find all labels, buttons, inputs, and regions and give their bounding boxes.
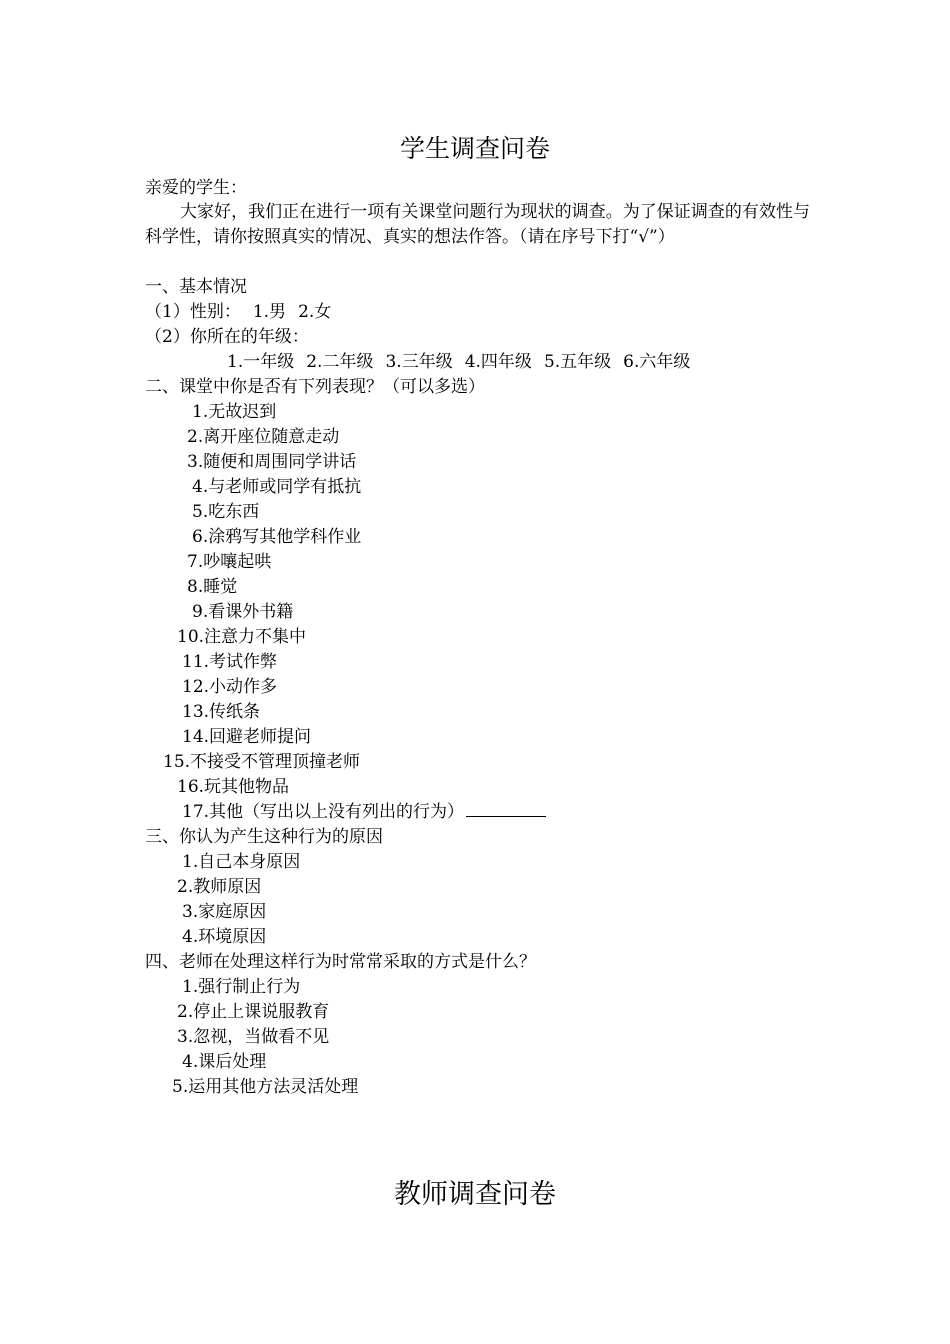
gender-label: （1）性别： bbox=[145, 302, 241, 322]
handling-option[interactable]: 3.忽视，当做看不见 bbox=[177, 1027, 330, 1047]
behavior-option[interactable]: 7.吵嚷起哄 bbox=[187, 552, 272, 572]
behavior-option[interactable]: 4.与老师或同学有抵抗 bbox=[192, 477, 362, 497]
behavior-option[interactable]: 3.随便和周围同学讲话 bbox=[187, 452, 357, 472]
teacher-survey-title: 教师调查问卷 bbox=[394, 1179, 556, 1210]
gender-row bbox=[145, 300, 331, 325]
behavior-option[interactable]: 2.离开座位随意走动 bbox=[187, 427, 340, 447]
section2-heading: 二、课堂中你是否有下列表现？（可以多选） bbox=[145, 377, 485, 397]
cause-option[interactable]: 2.教师原因 bbox=[177, 877, 262, 897]
behavior-option[interactable]: 14.回避老师提问 bbox=[182, 727, 312, 747]
section4-heading: 四、老师在处理这样行为时常常采取的方式是什么？ bbox=[145, 952, 536, 972]
cause-option[interactable]: 4.环境原因 bbox=[182, 927, 267, 947]
student-survey-title: 学生调查问卷 bbox=[399, 134, 550, 163]
gender-option[interactable]: 2.女 bbox=[298, 302, 332, 322]
grade-label: （2）你所在的年级： bbox=[145, 327, 309, 347]
other-behavior-blank[interactable] bbox=[466, 800, 546, 817]
behavior-option[interactable]: 11.考试作弊 bbox=[182, 652, 278, 672]
behavior-option[interactable]: 10.注意力不集中 bbox=[177, 627, 307, 647]
behavior-option[interactable]: 8.睡觉 bbox=[187, 577, 238, 597]
cause-option[interactable]: 3.家庭原因 bbox=[182, 902, 267, 922]
handling-option[interactable]: 4.课后处理 bbox=[182, 1052, 267, 1072]
greeting: 亲爱的学生： bbox=[145, 178, 247, 198]
grade-option[interactable]: 2.二年级 bbox=[306, 352, 374, 372]
behavior-option[interactable]: 12.小动作多 bbox=[182, 677, 278, 697]
section3-heading: 三、你认为产生这种行为的原因 bbox=[145, 827, 383, 847]
handling-option[interactable]: 5.运用其他方法灵活处理 bbox=[172, 1077, 359, 1097]
cause-option[interactable]: 1.自己本身原因 bbox=[182, 852, 301, 872]
grade-option[interactable]: 1.一年级 bbox=[227, 352, 295, 372]
handling-option[interactable]: 1.强行制止行为 bbox=[182, 977, 301, 997]
behavior-option[interactable]: 5.吃东西 bbox=[192, 502, 260, 522]
intro-paragraph: 大家好，我们正在进行一项有关课堂问题行为现状的调查。为了保证调查的有效性与科学性，请你按照真实的情况、真实的想法作答。（请在序号下打“√”） bbox=[145, 202, 810, 247]
grade-option[interactable]: 3.三年级 bbox=[385, 352, 453, 372]
behavior-option[interactable]: 9.看课外书籍 bbox=[192, 602, 294, 622]
behavior-option[interactable]: 6.涂鸦写其他学科作业 bbox=[192, 527, 362, 547]
behavior-option[interactable]: 13.传纸条 bbox=[182, 702, 261, 722]
behavior-option[interactable]: 17.其他（写出以上没有列出的行为） bbox=[182, 802, 465, 822]
gender-option[interactable]: 1.男 bbox=[252, 302, 287, 322]
behavior-option[interactable]: 15.不接受不管理顶撞老师 bbox=[163, 752, 361, 772]
section1-heading: 一、基本情况 bbox=[145, 277, 247, 297]
behavior-option[interactable]: 16.玩其他物品 bbox=[177, 777, 290, 797]
behavior-option-other bbox=[182, 800, 546, 825]
grade-option[interactable]: 4.四年级 bbox=[464, 352, 532, 372]
grade-option[interactable]: 6.六年级 bbox=[623, 352, 691, 372]
handling-option[interactable]: 2.停止上课说服教育 bbox=[177, 1002, 330, 1022]
behavior-option[interactable]: 1.无故迟到 bbox=[192, 402, 277, 422]
grade-option[interactable]: 5.五年级 bbox=[543, 352, 612, 372]
grade-options-row bbox=[227, 350, 690, 375]
